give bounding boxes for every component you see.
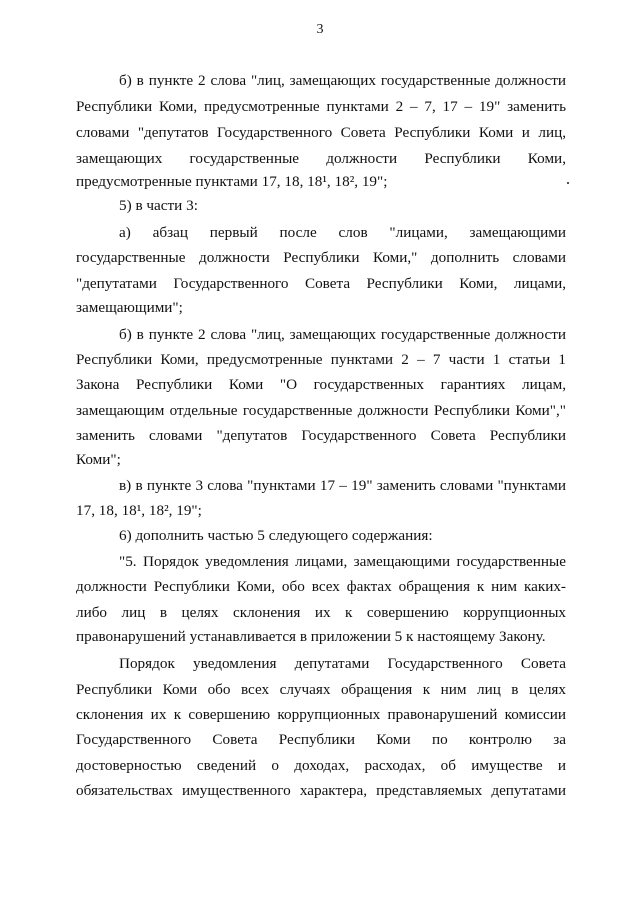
text-line: Республики Коми обо всех случаях обращения к ним лиц в целях	[76, 681, 566, 698]
page-number: 3	[316, 22, 324, 37]
text-line: правонарушений устанавливается в приложении 5 к настоящему Закону.	[76, 628, 546, 645]
text-line: замещающих государственные должности Республики Коми,	[76, 150, 566, 167]
text-line: государственные должности Республики Коми," дополнить словами	[76, 249, 566, 266]
text-line: "депутатами Государственного Совета Республики Коми, лицами,	[76, 275, 566, 292]
text-line: Республики Коми, предусмотренные пунктами 2 – 7, 17 – 19" заменить	[76, 98, 566, 115]
text-line: 5) в части 3:	[119, 197, 198, 214]
text-line: Республики Коми, предусмотренные пунктами 2 – 7 части 1 статьи 1	[76, 351, 566, 368]
text-line: предусмотренные пунктами 17, 18, 18¹, 18², 19";	[76, 173, 388, 190]
text-line: в) в пункте 3 слова "пунктами 17 – 19" заменить словами "пунктами	[119, 477, 566, 494]
text-line: замещающим отдельные государственные должности Республики Коми","	[76, 402, 566, 419]
text-line: "5. Порядок уведомления лицами, замещающими государственные	[119, 553, 566, 570]
text-line: должности Республики Коми, обо всех фактах обращения к ним каких-	[76, 578, 566, 595]
text-line: либо лиц в целях склонения их к совершению коррупционных	[76, 604, 566, 621]
text-line: б) в пункте 2 слова "лиц, замещающих государственные должности	[119, 326, 566, 343]
text-line: Государственного Совета Республики Коми по контролю за	[76, 731, 566, 748]
text-line: склонения их к совершению коррупционных правонарушений комиссии	[76, 706, 566, 723]
text-line: Порядок уведомления депутатами Государственного Совета	[119, 655, 566, 672]
text-line: 17, 18, 18¹, 18², 19";	[76, 502, 202, 519]
text-line: замещающими";	[76, 299, 183, 316]
text-line: 6) дополнить частью 5 следующего содержания:	[119, 527, 433, 544]
text-line: словами "депутатов Государственного Совета Республики Коми и лиц,	[76, 124, 566, 141]
text-line: заменить словами "депутатов Государственного Совета Республики	[76, 427, 566, 444]
text-line: достоверностью сведений о доходах, расходах, об имуществе и	[76, 757, 566, 774]
text-line: Коми";	[76, 451, 121, 468]
text-line: а) абзац первый после слов "лицами, замещающими	[119, 224, 566, 241]
text-line: обязательствах имущественного характера, представляемых депутатами	[76, 782, 566, 799]
text-line: Закона Республики Коми "О государственных гарантиях лицам,	[76, 376, 566, 393]
scan-artifact-dot	[567, 182, 569, 184]
text-line: б) в пункте 2 слова "лиц, замещающих государственные должности	[119, 72, 566, 89]
